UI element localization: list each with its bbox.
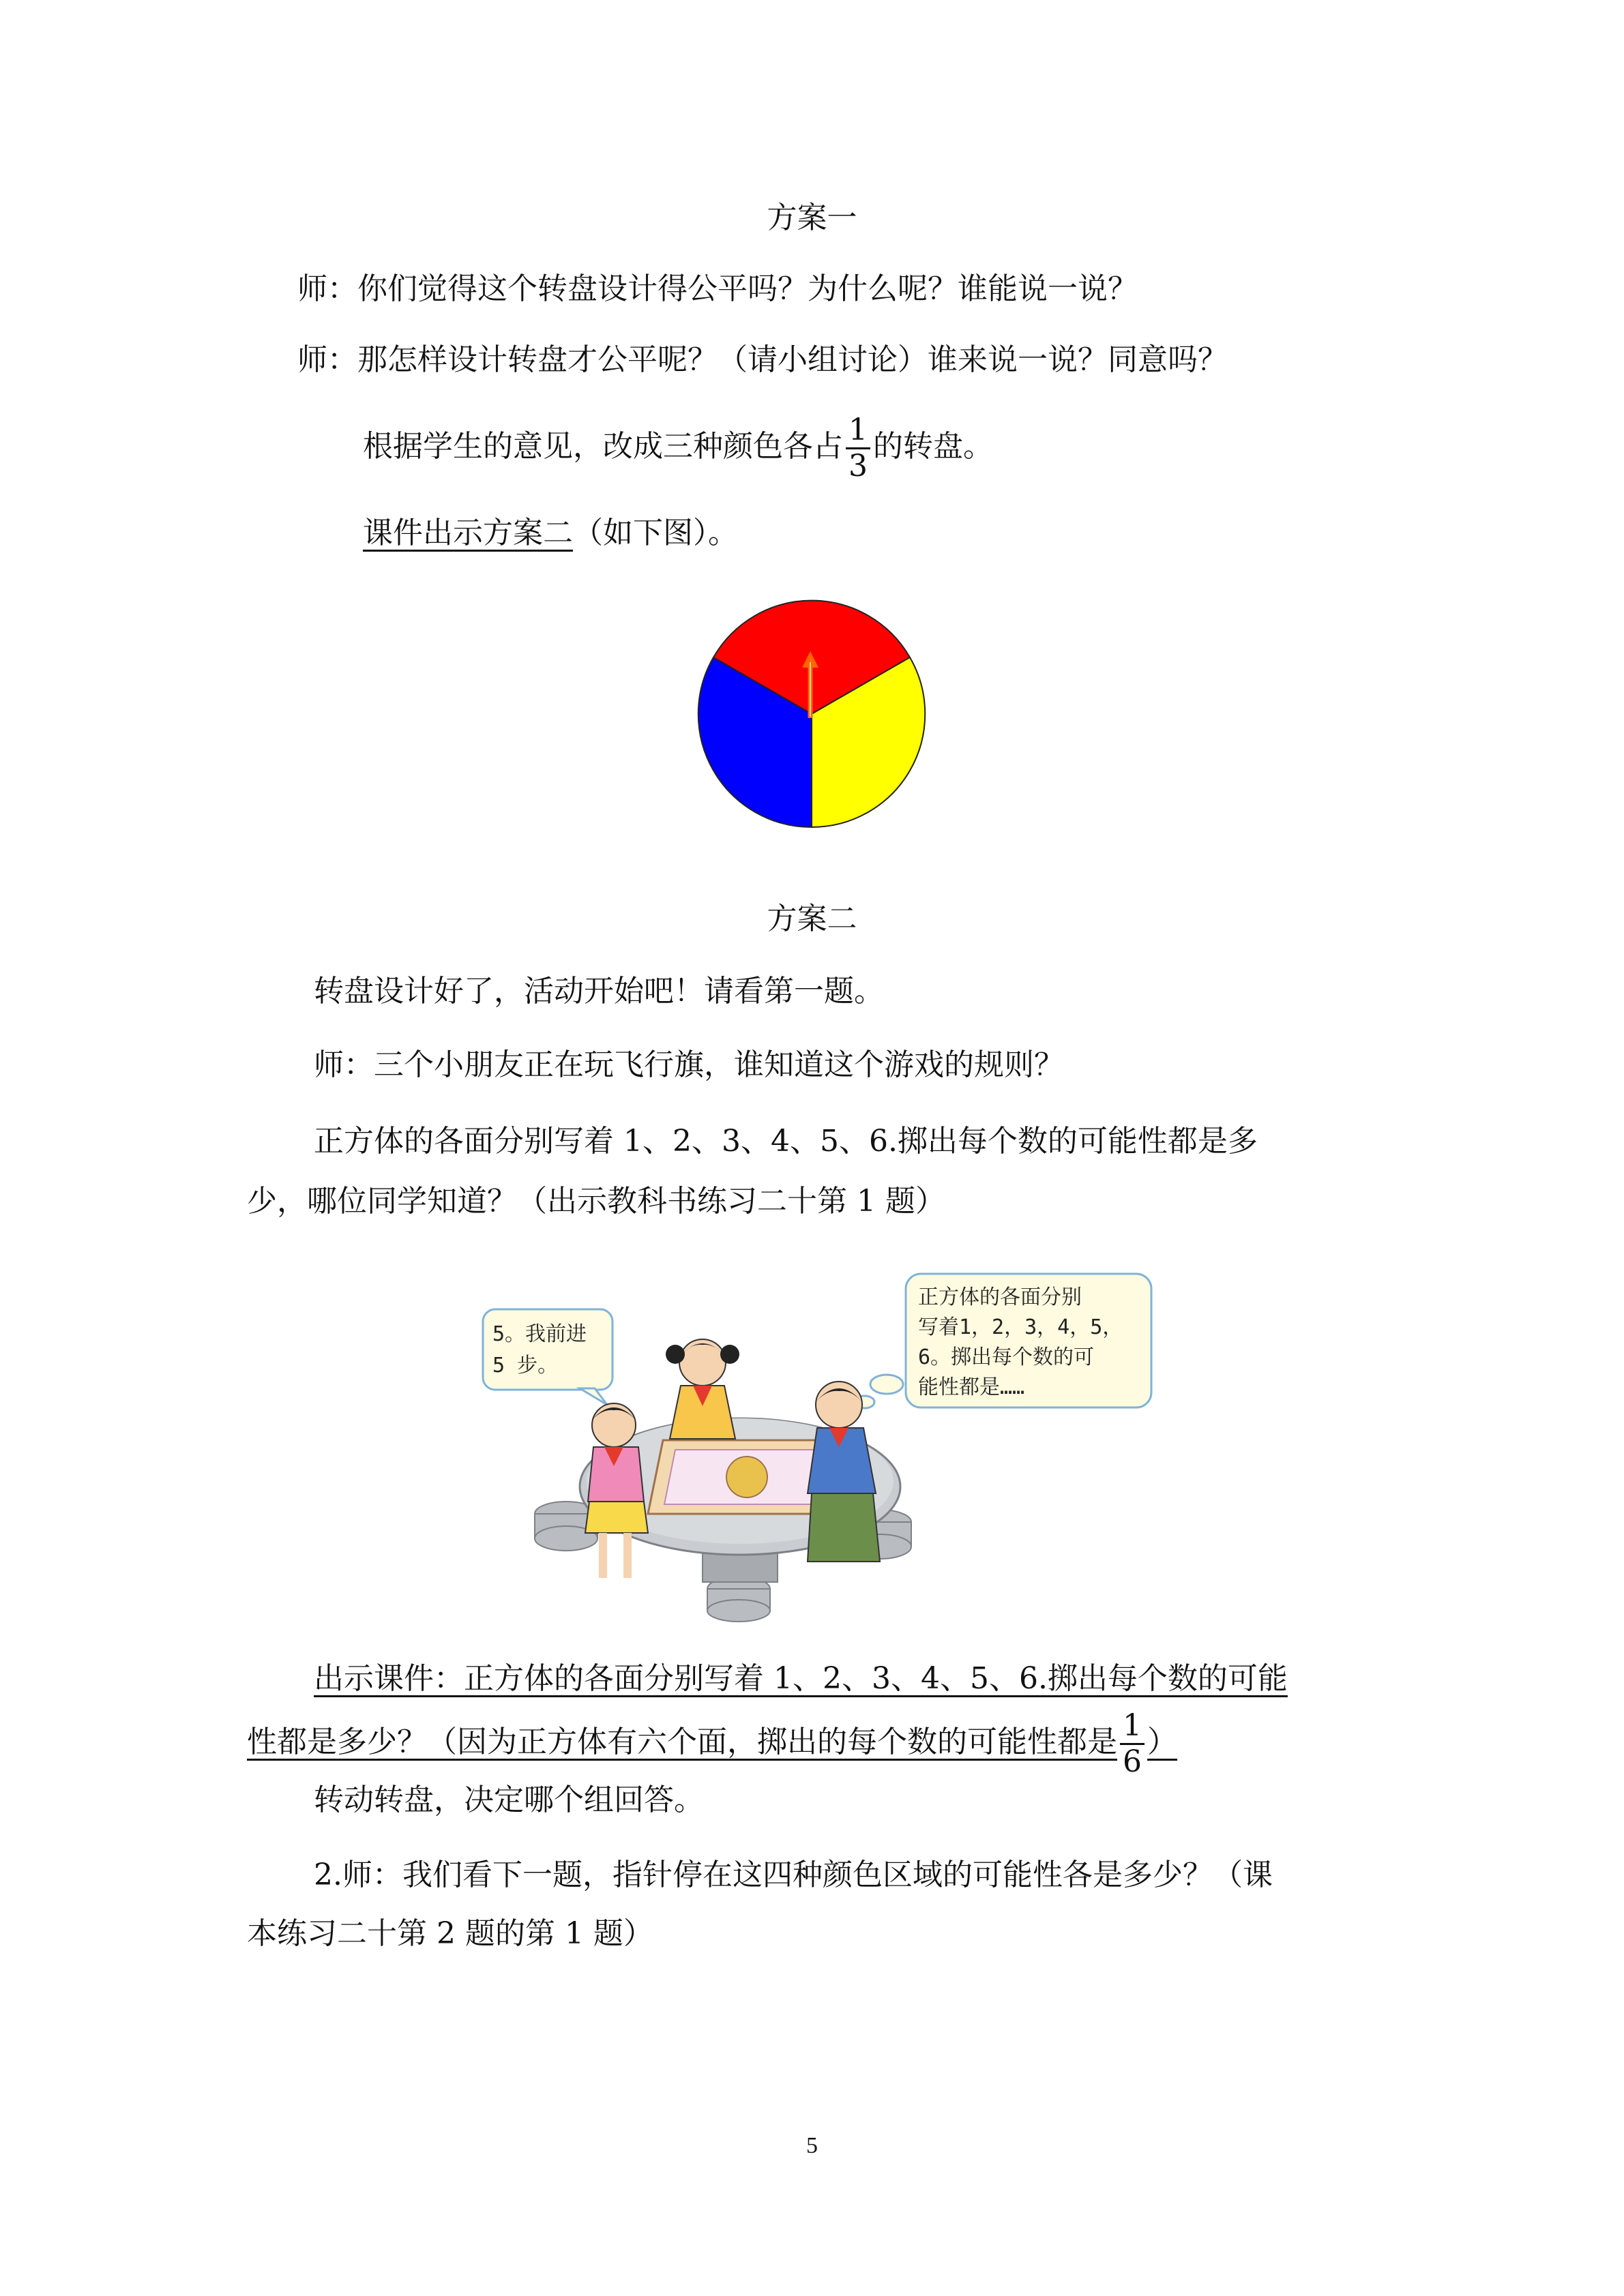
fraction-denominator: 6 [1123, 1744, 1142, 1779]
bubble-left-line-2: 5 步。 [492, 1354, 559, 1377]
paragraph-change-spinner [363, 413, 993, 483]
paragraph-courseware-line-1 [314, 1658, 1288, 1699]
text-after-fraction: 的转盘。 [873, 429, 993, 464]
paragraph-show-plan-two [363, 513, 738, 554]
girl-left [585, 1403, 648, 1578]
underlined-courseware-line-1: 出示课件：正方体的各面分别写着 1、2、3、4、5、6.掷出每个数的可能 [314, 1661, 1288, 1696]
paragraph-cube-line-1: 正方体的各面分别写着 1、2、3、4、5、6.掷出每个数的可能性都是多 [314, 1124, 1258, 1159]
bubble-right-line-3: 6。掷出每个数的可 [918, 1345, 1095, 1369]
speech-bubble-left [483, 1309, 612, 1405]
text-before-fraction: 根据学生的意见，改成三种颜色各占 [363, 429, 843, 464]
text-line2-after-fraction: ） [1147, 1725, 1177, 1759]
bubble-right-line-1: 正方体的各面分别 [918, 1285, 1082, 1309]
paragraph-courseware-line-2 [247, 1709, 1177, 1779]
bubble-right-line-4: 能性都是…… [918, 1375, 1025, 1399]
text-line2-before-fraction: 性都是多少？（因为正方体有六个面，掷出的每个数的可能性都是 [247, 1725, 1117, 1759]
paragraph-fairness-question: 师：你们觉得这个转盘设计得公平吗？为什么呢？谁能说一说？ [297, 271, 1138, 306]
paragraph-next-question-line-1: 2.师：我们看下一题，指针停在这四种颜色区域的可能性各是多少？（课 [314, 1858, 1273, 1892]
underlined-courseware-text: 课件出示方案二 [363, 516, 573, 550]
paragraph-next-question-line-2: 本练习二十第 2 题的第 1 题） [247, 1916, 653, 1951]
fraction-one-sixth [1120, 1709, 1145, 1779]
children-playing-illustration [477, 1268, 1160, 1623]
paragraph-spin-to-decide: 转动转盘，决定哪个组回答。 [314, 1783, 704, 1817]
thought-bubble-right [855, 1274, 1151, 1408]
paragraph-game-rules: 师：三个小朋友正在玩飞行旗，谁知道这个游戏的规则？ [314, 1047, 1064, 1082]
paragraph-cube-line-2: 少，哪位同学知道？（出示教科书练习二十第 1 题） [247, 1184, 945, 1219]
bubble-right-line-2: 写着1，2，3，4，5， [918, 1315, 1123, 1339]
underlined-courseware-line-2 [247, 1708, 1177, 1779]
fraction-numerator: 1 [846, 413, 870, 449]
bubble-left-line-1: 5。我前进 [492, 1322, 587, 1346]
fraction-numerator: 1 [1120, 1709, 1145, 1745]
page-number: 5 [806, 2133, 818, 2158]
paragraph-how-to-design: 师：那怎样设计转盘才公平呢？（请小组讨论）谁来说一说？同意吗？ [297, 342, 1228, 377]
girl-middle [666, 1339, 739, 1439]
spinner-figure [696, 597, 928, 832]
paragraph-activity-start: 转盘设计好了，活动开始吧！请看第一题。 [314, 974, 884, 1009]
heading-plan-two: 方案二 [767, 901, 857, 936]
fraction-one-third [846, 413, 870, 483]
fraction-denominator: 3 [848, 449, 868, 483]
text-as-below: （如下图）。 [573, 516, 738, 550]
heading-plan-one: 方案一 [767, 200, 857, 235]
